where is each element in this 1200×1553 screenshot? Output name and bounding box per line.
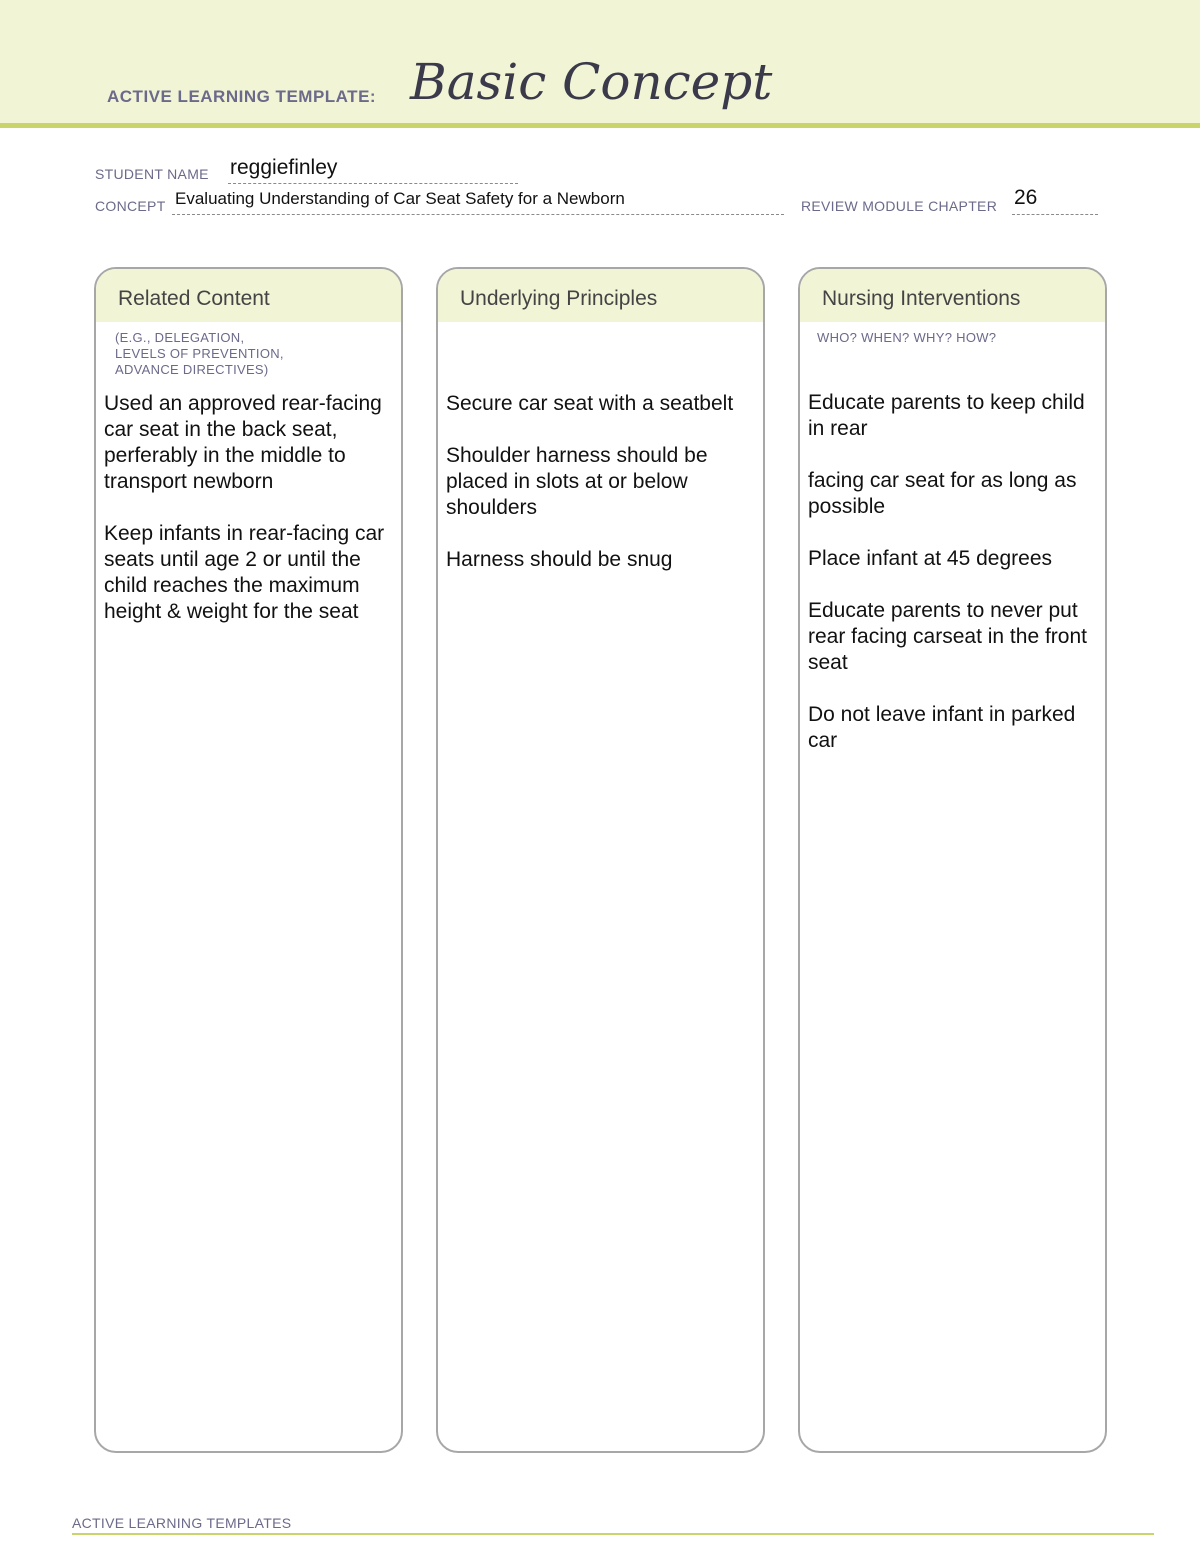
- nursing-interventions-paragraph: Educate parents to keep child in rear: [808, 391, 1085, 440]
- nursing-interventions-body[interactable]: [808, 390, 1103, 780]
- nursing-interventions-subtitle: WHO? WHEN? WHY? HOW?: [817, 330, 997, 345]
- underlying-principles-title: Underlying Principles: [438, 269, 763, 322]
- student-name-line: [228, 183, 518, 184]
- nursing-interventions-paragraph: Do not leave infant in parked car: [808, 703, 1076, 752]
- concept-label: CONCEPT: [95, 198, 166, 214]
- template-label: ACTIVE LEARNING TEMPLATE:: [107, 87, 377, 106]
- student-name-label: STUDENT NAME: [95, 166, 209, 182]
- footer-label: ACTIVE LEARNING TEMPLATES: [72, 1515, 292, 1531]
- related-content-subtitle: (E.G., DELEGATION, LEVELS OF PREVENTION, ADVANCE DIRECTIVES): [115, 330, 284, 377]
- footer-rule: [72, 1533, 1154, 1535]
- underlying-principles-panel: [436, 267, 765, 1453]
- underlying-principles-body[interactable]: [446, 391, 758, 599]
- header-rule: [0, 123, 1200, 128]
- related-content-title: Related Content: [96, 269, 401, 322]
- underlying-principles-paragraph: Shoulder harness should be placed in slots at or below shoulders: [446, 444, 708, 519]
- related-content-body[interactable]: [104, 391, 396, 651]
- related-content-panel: [94, 267, 403, 1453]
- related-content-paragraph: Used an approved rear-facing car seat in the back seat, perferably in the middle to transport newborn: [104, 392, 382, 493]
- related-content-paragraph: Keep infants in rear-facing car seats until age 2 or until the child reaches the maximum height & weight for the seat: [104, 522, 385, 623]
- review-module-field[interactable]: 26: [1014, 186, 1038, 209]
- review-module-label: REVIEW MODULE CHAPTER: [801, 198, 998, 214]
- nursing-interventions-panel: [798, 267, 1107, 1453]
- underlying-principles-paragraph: Harness should be snug: [446, 548, 673, 571]
- template-title: Basic Concept: [410, 53, 773, 111]
- underlying-principles-paragraph: Secure car seat with a seatbelt: [446, 392, 734, 415]
- nursing-interventions-paragraph: facing car seat for as long as possible: [808, 469, 1077, 518]
- nursing-interventions-paragraph: Educate parents to never put rear facing carseat in the front seat: [808, 599, 1087, 674]
- review-module-line: [1012, 214, 1098, 215]
- nursing-interventions-title: Nursing Interventions: [800, 269, 1105, 322]
- student-name-field[interactable]: reggiefinley: [230, 156, 338, 179]
- concept-line: [172, 214, 784, 215]
- concept-field[interactable]: Evaluating Understanding of Car Seat Safety for a Newborn: [175, 189, 625, 208]
- nursing-interventions-paragraph: Place infant at 45 degrees: [808, 547, 1053, 570]
